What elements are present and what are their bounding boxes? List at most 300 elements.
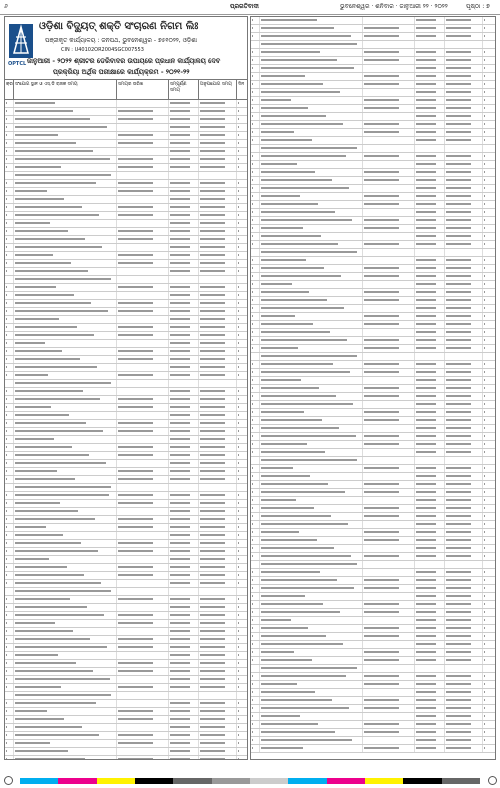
- table-cell: [14, 492, 117, 499]
- table-cell: [117, 348, 169, 355]
- table-cell: [251, 209, 260, 216]
- table-row: [251, 689, 495, 697]
- table-cell: [415, 561, 445, 568]
- table-cell: [483, 169, 493, 176]
- table-cell: [237, 460, 247, 467]
- table-cell: [363, 513, 415, 520]
- table-cell: [5, 468, 14, 475]
- table-cell: [5, 460, 14, 467]
- table-cell: [117, 572, 169, 579]
- table-cell: [483, 609, 493, 616]
- table-row: [5, 236, 247, 244]
- table-cell: [251, 297, 260, 304]
- table-cell: [363, 577, 415, 584]
- table-cell: [117, 236, 169, 243]
- table-cell: [483, 273, 493, 280]
- table-cell: [483, 305, 493, 312]
- table-cell: [251, 321, 260, 328]
- table-row: [251, 41, 495, 49]
- table-cell: [363, 561, 415, 568]
- table-cell: [260, 513, 363, 520]
- table-cell: [169, 180, 199, 187]
- table-cell: [251, 417, 260, 424]
- table-cell: [251, 457, 260, 464]
- table-row: [251, 705, 495, 713]
- table-cell: [169, 612, 199, 619]
- table-cell: [199, 396, 237, 403]
- table-cell: [237, 708, 247, 715]
- table-cell: [169, 628, 199, 635]
- table-cell: [5, 284, 14, 291]
- table-cell: [169, 172, 199, 179]
- table-cell: [14, 124, 117, 131]
- table-cell: [483, 649, 493, 656]
- table-cell: [445, 305, 483, 312]
- table-cell: [415, 681, 445, 688]
- table-row: [5, 484, 247, 492]
- table-cell: [260, 497, 363, 504]
- table-row: [251, 729, 495, 737]
- table-cell: [14, 724, 117, 731]
- table-cell: [363, 505, 415, 512]
- table-cell: [251, 745, 260, 752]
- table-cell: [363, 297, 415, 304]
- table-cell: [5, 708, 14, 715]
- table-cell: [169, 620, 199, 627]
- table-cell: [5, 364, 14, 371]
- table-row: [5, 636, 247, 644]
- table-cell: [5, 572, 14, 579]
- table-cell: [445, 25, 483, 32]
- table-cell: [199, 596, 237, 603]
- table-cell: [415, 425, 445, 432]
- table-cell: [169, 324, 199, 331]
- table-cell: [363, 321, 415, 328]
- table-cell: [14, 748, 117, 755]
- table-cell: [169, 212, 199, 219]
- table-cell: [237, 132, 247, 139]
- table-cell: [169, 308, 199, 315]
- table-cell: [5, 124, 14, 131]
- page-mark: ୬: [4, 3, 8, 10]
- table-cell: [251, 17, 260, 24]
- table-cell: [169, 740, 199, 747]
- table-cell: [237, 676, 247, 683]
- table-row: [5, 492, 247, 500]
- table-cell: [199, 460, 237, 467]
- table-cell: [14, 220, 117, 227]
- table-row: [5, 652, 247, 660]
- table-cell: [483, 521, 493, 528]
- table-cell: [260, 89, 363, 96]
- table-cell: [237, 164, 247, 171]
- table-cell: [5, 452, 14, 459]
- table-cell: [363, 81, 415, 88]
- table-cell: [483, 401, 493, 408]
- table-cell: [117, 748, 169, 755]
- table-row: [5, 588, 247, 596]
- table-cell: [251, 585, 260, 592]
- table-cell: [117, 676, 169, 683]
- table-cell: [5, 388, 14, 395]
- table-cell: [363, 17, 415, 24]
- table-cell: [251, 89, 260, 96]
- table-cell: [237, 100, 247, 107]
- table-row: [251, 377, 495, 385]
- table-cell: [5, 412, 14, 419]
- table-cell: [237, 636, 247, 643]
- table-cell: [260, 25, 363, 32]
- table-cell: [483, 641, 493, 648]
- table-cell: [237, 300, 247, 307]
- table-cell: [5, 620, 14, 627]
- table-cell: [117, 116, 169, 123]
- table-cell: [483, 705, 493, 712]
- table-cell: [14, 236, 117, 243]
- table-cell: [237, 412, 247, 419]
- table-cell: [363, 593, 415, 600]
- col-head-time: ସମ୍ପୂର୍ଣ୍ଣ ସମୟ: [169, 80, 199, 100]
- table-cell: [199, 172, 237, 179]
- table-cell: [415, 225, 445, 232]
- table-cell: [483, 329, 493, 336]
- table-row: [5, 460, 247, 468]
- table-cell: [445, 313, 483, 320]
- company-cin: CIN : U40102OR2004SGC007553: [61, 47, 144, 53]
- table-cell: [260, 265, 363, 272]
- table-row: [5, 244, 247, 252]
- table-cell: [237, 588, 247, 595]
- table-cell: [117, 132, 169, 139]
- table-cell: [14, 588, 117, 595]
- table-row: [251, 201, 495, 209]
- table-cell: [117, 428, 169, 435]
- table-cell: [117, 356, 169, 363]
- table-cell: [363, 745, 415, 752]
- table-cell: [169, 492, 199, 499]
- table-cell: [483, 353, 493, 360]
- table-cell: [260, 353, 363, 360]
- table-cell: [260, 633, 363, 640]
- table-cell: [445, 201, 483, 208]
- table-cell: [445, 457, 483, 464]
- table-cell: [117, 460, 169, 467]
- table-cell: [415, 145, 445, 152]
- table-row: [251, 49, 495, 57]
- table-cell: [237, 564, 247, 571]
- table-cell: [363, 457, 415, 464]
- table-cell: [169, 356, 199, 363]
- table-row: [251, 321, 495, 329]
- table-row: [5, 628, 247, 636]
- table-cell: [260, 657, 363, 664]
- table-cell: [251, 201, 260, 208]
- table-cell: [415, 553, 445, 560]
- table-cell: [251, 353, 260, 360]
- table-row: [251, 137, 495, 145]
- table-row: [251, 17, 495, 25]
- table-row: [251, 129, 495, 137]
- table-cell: [483, 601, 493, 608]
- table-cell: [445, 169, 483, 176]
- table-cell: [14, 444, 117, 451]
- table-cell: [237, 148, 247, 155]
- table-row: [251, 193, 495, 201]
- table-cell: [415, 497, 445, 504]
- table-cell: [199, 636, 237, 643]
- table-cell: [415, 721, 445, 728]
- table-cell: [237, 540, 247, 547]
- registration-mark-icon: [488, 776, 497, 785]
- table-cell: [199, 564, 237, 571]
- table-cell: [199, 244, 237, 251]
- table-cell: [363, 417, 415, 424]
- table-cell: [251, 241, 260, 248]
- table-cell: [199, 260, 237, 267]
- table-cell: [363, 553, 415, 560]
- outage-table-left: [5, 100, 247, 760]
- table-cell: [363, 65, 415, 72]
- table-cell: [415, 537, 445, 544]
- table-cell: [363, 625, 415, 632]
- table-cell: [169, 652, 199, 659]
- table-cell: [415, 25, 445, 32]
- table-row: [251, 745, 495, 753]
- table-cell: [5, 276, 14, 283]
- table-cell: [14, 612, 117, 619]
- table-cell: [483, 289, 493, 296]
- table-cell: [199, 628, 237, 635]
- table-cell: [415, 689, 445, 696]
- table-cell: [117, 708, 169, 715]
- table-cell: [363, 329, 415, 336]
- table-cell: [169, 252, 199, 259]
- table-cell: [415, 249, 445, 256]
- table-cell: [415, 17, 445, 24]
- table-cell: [199, 660, 237, 667]
- table-cell: [117, 612, 169, 619]
- table-cell: [169, 364, 199, 371]
- table-row: [251, 57, 495, 65]
- table-cell: [5, 108, 14, 115]
- table-cell: [237, 620, 247, 627]
- table-cell: [445, 745, 483, 752]
- table-row: [5, 428, 247, 436]
- table-cell: [483, 337, 493, 344]
- table-cell: [199, 524, 237, 531]
- table-cell: [483, 689, 493, 696]
- table-cell: [363, 681, 415, 688]
- table-cell: [483, 729, 493, 736]
- table-cell: [483, 97, 493, 104]
- table-row: [5, 644, 247, 652]
- table-cell: [169, 412, 199, 419]
- table-cell: [260, 649, 363, 656]
- table-row: [5, 676, 247, 684]
- table-cell: [169, 564, 199, 571]
- table-cell: [14, 420, 117, 427]
- table-cell: [117, 260, 169, 267]
- table-cell: [14, 196, 117, 203]
- table-cell: [5, 484, 14, 491]
- table-row: [5, 220, 247, 228]
- table-cell: [199, 420, 237, 427]
- table-cell: [260, 697, 363, 704]
- table-cell: [415, 401, 445, 408]
- table-cell: [445, 737, 483, 744]
- table-cell: [363, 265, 415, 272]
- table-row: [251, 529, 495, 537]
- table-cell: [445, 113, 483, 120]
- table-cell: [169, 636, 199, 643]
- table-cell: [169, 444, 199, 451]
- table-cell: [483, 737, 493, 744]
- table-cell: [169, 604, 199, 611]
- table-row: [5, 580, 247, 588]
- table-row: [5, 468, 247, 476]
- table-cell: [415, 81, 445, 88]
- table-cell: [260, 505, 363, 512]
- table-cell: [251, 601, 260, 608]
- table-cell: [237, 308, 247, 315]
- table-row: [5, 668, 247, 676]
- table-cell: [445, 121, 483, 128]
- table-cell: [483, 153, 493, 160]
- table-cell: [251, 569, 260, 576]
- table-cell: [117, 468, 169, 475]
- table-cell: [445, 489, 483, 496]
- table-cell: [251, 441, 260, 448]
- table-cell: [483, 593, 493, 600]
- table-cell: [260, 585, 363, 592]
- table-cell: [251, 625, 260, 632]
- table-cell: [14, 276, 117, 283]
- table-cell: [117, 268, 169, 275]
- table-cell: [117, 740, 169, 747]
- table-cell: [5, 140, 14, 147]
- table-cell: [14, 388, 117, 395]
- table-cell: [415, 377, 445, 384]
- table-cell: [199, 492, 237, 499]
- table-row: [5, 308, 247, 316]
- table-cell: [260, 441, 363, 448]
- table-cell: [260, 465, 363, 472]
- table-cell: [5, 740, 14, 747]
- table-cell: [169, 396, 199, 403]
- table-cell: [237, 260, 247, 267]
- table-cell: [5, 652, 14, 659]
- table-cell: [445, 249, 483, 256]
- table-cell: [117, 756, 169, 760]
- table-cell: [117, 724, 169, 731]
- table-cell: [14, 716, 117, 723]
- table-cell: [415, 489, 445, 496]
- table-cell: [237, 356, 247, 363]
- table-cell: [415, 641, 445, 648]
- table-row: [251, 145, 495, 153]
- table-cell: [117, 324, 169, 331]
- table-cell: [251, 305, 260, 312]
- table-cell: [363, 377, 415, 384]
- table-cell: [251, 401, 260, 408]
- table-cell: [260, 337, 363, 344]
- table-row: [5, 116, 247, 124]
- table-cell: [237, 420, 247, 427]
- table-cell: [445, 417, 483, 424]
- table-cell: [445, 521, 483, 528]
- table-cell: [251, 537, 260, 544]
- table-cell: [5, 684, 14, 691]
- table-cell: [483, 33, 493, 40]
- table-cell: [5, 340, 14, 347]
- table-cell: [415, 113, 445, 120]
- table-cell: [199, 180, 237, 187]
- table-cell: [445, 641, 483, 648]
- table-cell: [260, 289, 363, 296]
- table-cell: [260, 553, 363, 560]
- table-cell: [169, 572, 199, 579]
- table-cell: [445, 273, 483, 280]
- table-cell: [415, 321, 445, 328]
- table-cell: [363, 489, 415, 496]
- table-cell: [199, 388, 237, 395]
- table-cell: [445, 713, 483, 720]
- notice-title-line1: ଜାନୁଆରୀ - ୨୦୨୨ ଶ୍ରୀଟର ଡେରିବାଦର ଉପାୟରେ ପ୍ରଧାନ କାର୍ଯ୍ୟାଳୟ ଦେବ: [27, 57, 221, 65]
- table-row: [251, 641, 495, 649]
- table-cell: [260, 57, 363, 64]
- table-row: [5, 204, 247, 212]
- outage-table-right: [251, 17, 495, 753]
- table-cell: [14, 540, 117, 547]
- table-cell: [445, 577, 483, 584]
- table-cell: [117, 476, 169, 483]
- table-cell: [260, 241, 363, 248]
- table-cell: [483, 625, 493, 632]
- table-cell: [117, 684, 169, 691]
- table-cell: [260, 569, 363, 576]
- table-cell: [415, 169, 445, 176]
- table-cell: [14, 292, 117, 299]
- table-cell: [117, 732, 169, 739]
- table-cell: [169, 516, 199, 523]
- table-cell: [237, 316, 247, 323]
- table-cell: [237, 244, 247, 251]
- table-cell: [445, 681, 483, 688]
- table-cell: [169, 508, 199, 515]
- table-row: [251, 489, 495, 497]
- table-row: [251, 441, 495, 449]
- table-cell: [117, 492, 169, 499]
- table-cell: [117, 380, 169, 387]
- table-cell: [445, 705, 483, 712]
- table-cell: [363, 729, 415, 736]
- table-cell: [5, 636, 14, 643]
- table-cell: [445, 73, 483, 80]
- col-head-place: ସଂଯୋଗ ସ୍ଥାନ ଓ ଏସ୍.ଡି ରାଜକ ସମୟ: [14, 80, 117, 100]
- table-cell: [237, 204, 247, 211]
- table-cell: [237, 348, 247, 355]
- table-cell: [237, 252, 247, 259]
- table-cell: [251, 361, 260, 368]
- col-head-days: ଦିନ: [238, 82, 245, 87]
- table-cell: [117, 172, 169, 179]
- table-row: [5, 332, 247, 340]
- table-cell: [169, 204, 199, 211]
- table-cell: [5, 476, 14, 483]
- table-row: [251, 177, 495, 185]
- col-head-date: ସମୟର ତାରିଖ: [117, 80, 169, 100]
- table-cell: [445, 601, 483, 608]
